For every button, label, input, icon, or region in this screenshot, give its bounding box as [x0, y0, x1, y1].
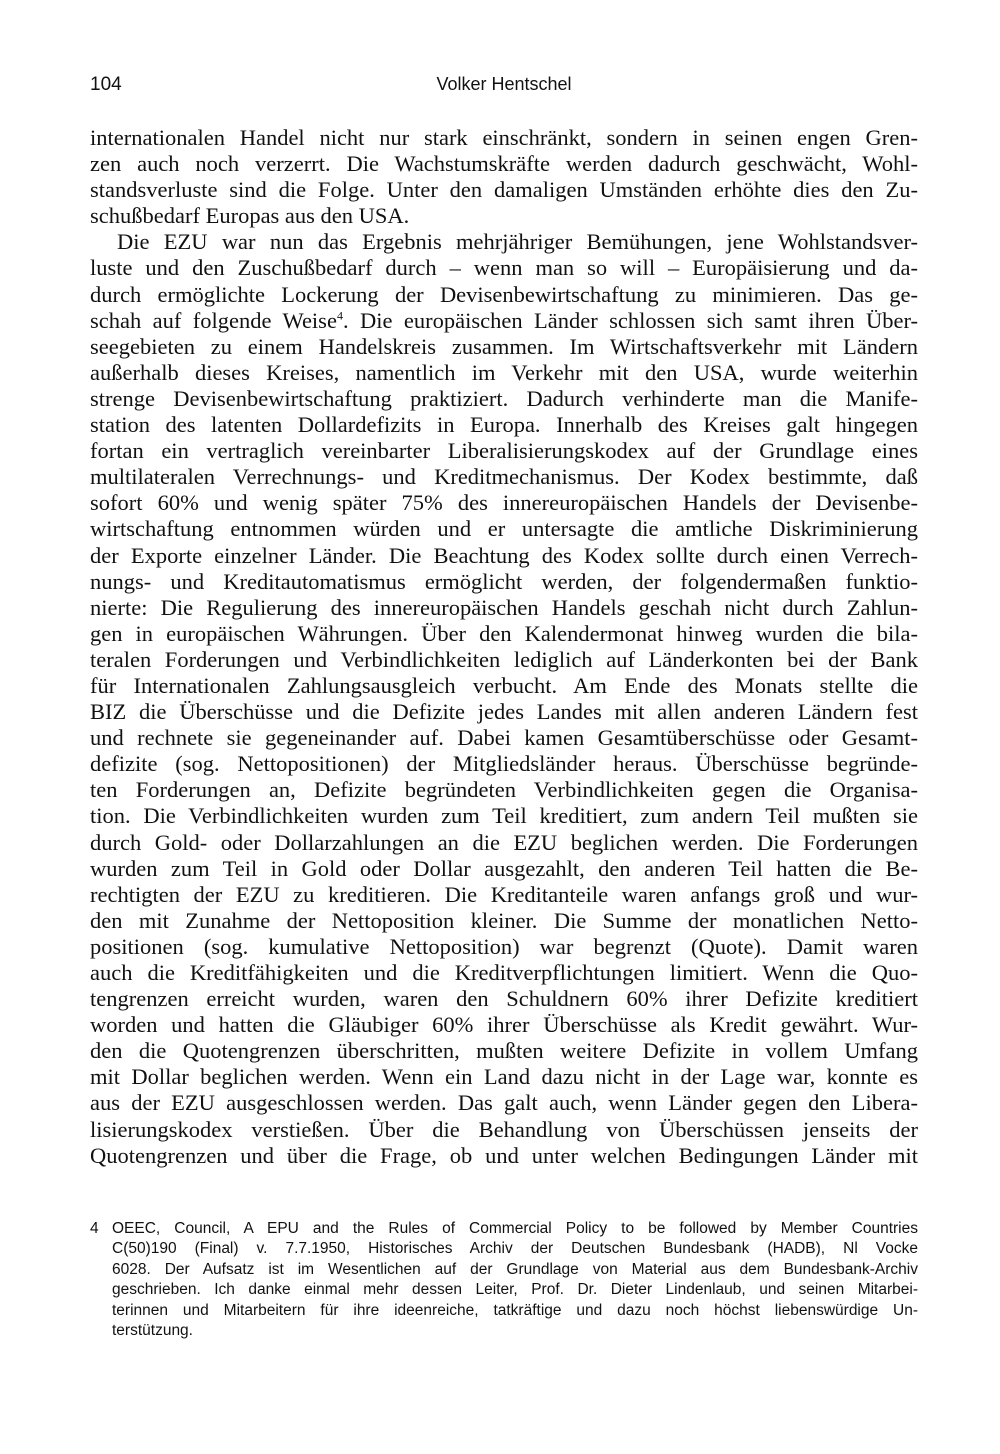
text-line: wurden zum Teil in Gold oder Dollar ausgezahlt, den anderen Teil hatten die Be-	[90, 855, 918, 881]
text-line: schußbedarf Europas aus den USA.	[90, 203, 410, 229]
footnote-line: C(50)190 (Final) v. 7.7.1950, Historisches Archiv der Deutschen Bundesbank (HADB), Nl Vocke	[112, 1240, 918, 1258]
text-line: aus der EZU ausgeschlossen werden. Das galt auch, wenn Länder gegen den Libera-	[90, 1090, 918, 1116]
text-line: ten Forderungen an, Defizite begründeten Verbindlichkeiten gegen die Organisa-	[90, 777, 918, 803]
text-line: der Exporte einzelner Länder. Die Beachtung des Kodex sollte durch einen Verrech-	[90, 542, 918, 568]
text-line: für Internationalen Zahlungsausgleich verbucht. Am Ende des Monats stellte die	[90, 672, 918, 698]
text-line: den die Quotengrenzen überschritten, mußten weitere Defizite in vollem Umfang	[90, 1038, 918, 1064]
text-line: defizite (sog. Nettopositionen) der Mitgliedsländer heraus. Überschüsse begründe-	[90, 751, 918, 777]
text-line: den mit Zunahme der Nettoposition kleiner. Die Summe der monatlichen Netto-	[90, 907, 918, 933]
text-line: station des latenten Dollardefizits in Europa. Innerhalb des Kreises galt hingegen	[90, 412, 918, 438]
paragraph-2	[90, 229, 918, 1168]
footnotes	[90, 1219, 918, 1341]
footnote-line: geschrieben. Ich danke einmal mehr dessen Leiter, Prof. Dr. Dieter Lindenlaub, und seinen Mitarbei-	[112, 1281, 918, 1299]
running-head: Volker Hentschel	[436, 74, 572, 94]
text-line: tengrenzen erreicht wurden, waren den Schuldnern 60% ihrer Defizite kreditiert	[90, 986, 918, 1012]
text-line: multilateralen Verrechnungs- und Kreditmechanismus. Der Kodex bestimmte, daß	[90, 464, 918, 490]
footnote-line: 6028. Der Aufsatz ist im Wesentlichen auf der Grundlage von Material aus dem Bundesbank-Archiv	[112, 1260, 918, 1278]
text-line: lisierungskodex verstießen. Über die Behandlung von Überschüssen jenseits der	[90, 1116, 918, 1142]
text-line: BIZ die Überschüsse und die Defizite jedes Landes mit allen anderen Ländern fest	[90, 699, 918, 725]
page-header	[90, 74, 918, 104]
text-line: gen in europäischen Währungen. Über den Kalendermonat hinweg wurden die bila-	[90, 620, 918, 646]
text-line: rechtigten der EZU zu kreditieren. Die Kreditanteile waren anfangs groß und wur-	[90, 881, 918, 907]
text-line: positionen (sog. kumulative Nettoposition) war begrenzt (Quote). Damit waren	[90, 933, 918, 959]
footnote-line: terstützung.	[112, 1321, 193, 1339]
footnote-4	[90, 1219, 918, 1341]
footnote-ref: 4	[336, 308, 343, 323]
text-line: teralen Forderungen und Verbindlichkeiten lediglich auf Länderkonten bei der Bank	[90, 646, 918, 672]
text-line: worden und hatten die Gläubiger 60% ihrer Überschüsse als Kredit gewährt. Wur-	[90, 1012, 918, 1038]
body-text	[90, 125, 918, 1169]
text-line: wirtschaftung entnommen würden und er untersagte die amtliche Diskriminierung	[90, 516, 918, 542]
text-line: durch ermöglichte Lockerung der Devisenbewirtschaftung zu minimieren. Das ge-	[90, 281, 918, 307]
text-line: seegebieten zu einem Handelskreis zusammen. Im Wirtschaftsverkehr mit Ländern	[90, 333, 918, 359]
text-line: tion. Die Verbindlichkeiten wurden zum Teil kreditiert, zum andern Teil mußten sie	[90, 803, 918, 829]
text-line: zen auch noch verzerrt. Die Wachstumskräfte werden dadurch geschwächt, Wohl-	[90, 151, 918, 177]
text-line: mit Dollar beglichen werden. Wenn ein Land dazu nicht in der Lage war, konnte es	[90, 1064, 918, 1090]
text-line: standsverluste sind die Folge. Unter den damaligen Umständen erhöhte dies den Zu-	[90, 177, 918, 203]
text-segment: . Die europäischen Länder schlossen sich samt ihren Über-	[342, 307, 919, 333]
text-line: strenge Devisenbewirtschaftung praktiziert. Dadurch verhinderte man die Manife-	[90, 385, 918, 411]
text-line: Die EZU war nun das Ergebnis mehrjähriger Bemühungen, jene Wohlstandsver-	[117, 229, 918, 255]
text-line: außerhalb dieses Kreises, namentlich im Verkehr mit den USA, wurde weiterhin	[90, 359, 918, 385]
text-line: internationalen Handel nicht nur stark einschränkt, sondern in seinen engen Gren-	[90, 125, 918, 150]
text-line: auch die Kreditfähigkeiten und die Kreditverpflichtungen limitiert. Wenn die Quo-	[90, 960, 918, 985]
footnote-line: terinnen und Mitarbeitern für ihre ideenreiche, tatkräftige und dazu noch höchst liebenswürdige Un-	[112, 1301, 918, 1319]
text-line: und rechnete sie gegeneinander auf. Dabei kamen Gesamtüberschüsse oder Gesamt-	[90, 725, 918, 751]
text-line: fortan ein vertraglich vereinbarter Liberalisierungskodex auf der Grundlage eines	[90, 438, 918, 464]
footnote-number: 4	[90, 1220, 99, 1237]
document-page	[90, 74, 918, 1169]
text-line: nungs- und Kreditautomatismus ermöglicht werden, der folgendermaßen funktio-	[90, 568, 918, 594]
text-line: sofort 60% und wenig später 75% des innereuropäischen Handels der Devisenbe-	[90, 490, 918, 516]
text-line: durch Gold- oder Dollarzahlungen an die EZU beglichen werden. Die Forderungen	[90, 829, 918, 855]
text-line: nierte: Die Regulierung des innereuropäischen Handels geschah nicht durch Zahlun-	[90, 594, 918, 620]
text-line: Quotengrenzen und über die Frage, ob und unter welchen Bedingungen Länder mit	[90, 1142, 918, 1168]
page-number: 104	[90, 74, 122, 95]
text-line-with-footnote-ref	[90, 308, 918, 334]
text-segment: schah auf folgende Weise	[90, 307, 337, 333]
footnote-line: OEEC, Council, A EPU and the Rules of Commercial Policy to be followed by Member Countries	[112, 1220, 918, 1237]
text-line: luste und den Zuschußbedarf durch – wenn man so will – Europäisierung und da-	[90, 255, 918, 281]
paragraph-1	[90, 125, 918, 229]
